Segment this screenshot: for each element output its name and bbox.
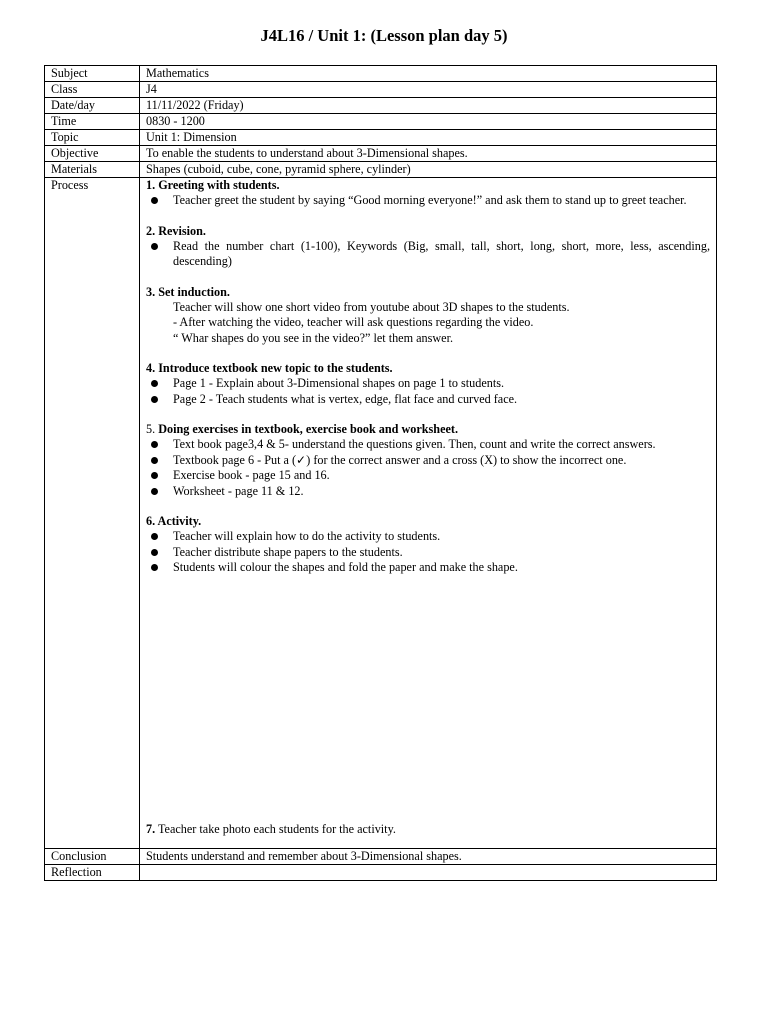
class-value: J4 xyxy=(140,82,717,98)
subject-label: Subject xyxy=(45,66,140,82)
list-item xyxy=(146,437,710,453)
class-label: Class xyxy=(45,82,140,98)
section-number: 7. xyxy=(146,822,156,836)
text-line: “ Whar shapes do you see in the video?” let them answer. xyxy=(173,330,453,345)
bullet-icon xyxy=(151,243,158,250)
bullet-list xyxy=(146,239,710,270)
table-row xyxy=(45,114,717,130)
materials-value: Shapes (cuboid, cube, cone, pyramid sphere, cylinder) xyxy=(140,162,717,178)
time-label: Time xyxy=(45,114,140,130)
section-heading: 4. Introduce textbook new topic to the students. xyxy=(146,361,393,375)
table-row xyxy=(45,865,717,881)
list-item-text: Textbook page 6 - Put a (✓) for the correct answer and a cross (X) to show the incorrect one. xyxy=(173,452,627,467)
list-item-text: Teacher will explain how to do the activity to students. xyxy=(173,529,441,543)
list-item xyxy=(146,484,710,500)
table-row xyxy=(45,146,717,162)
reflection-label: Reflection xyxy=(45,865,140,881)
list-item xyxy=(146,468,710,484)
subject-value: Mathematics xyxy=(140,66,717,82)
section-heading: 3. Set induction. xyxy=(146,284,230,299)
list-item xyxy=(146,560,710,576)
materials-label: Materials xyxy=(45,162,140,178)
page-title: J4L16 / Unit 1: (Lesson plan day 5) xyxy=(260,26,508,45)
list-item-text: Teacher distribute shape papers to the students. xyxy=(173,544,403,559)
list-item xyxy=(146,453,710,469)
bullet-icon xyxy=(151,533,158,540)
table-row xyxy=(45,82,717,98)
section-heading: 1. Greeting with students. xyxy=(146,178,280,192)
process-section-5 xyxy=(146,422,710,499)
bullet-list xyxy=(146,529,710,576)
list-item-text: Text book page3,4 & 5- understand the questions given. Then, count and write the correct answers. xyxy=(173,437,656,451)
list-item-text: Students will colour the shapes and fold the paper and make the shape. xyxy=(173,560,518,574)
text-line: - After watching the video, teacher will ask questions regarding the video. xyxy=(173,315,534,329)
list-item xyxy=(146,376,710,392)
conclusion-label: Conclusion xyxy=(45,849,140,865)
process-section-3 xyxy=(146,285,710,347)
time-value: 0830 - 1200 xyxy=(140,114,717,130)
table-row xyxy=(45,66,717,82)
table-row xyxy=(45,130,717,146)
process-content xyxy=(140,178,717,849)
list-item-text: Read the number chart (1-100), Keywords (Big, small, tall, short, long, short, more, less, ascending, descending) xyxy=(173,238,710,268)
objective-label: Objective xyxy=(45,146,140,162)
table-row xyxy=(45,98,717,114)
table-row xyxy=(45,849,717,865)
list-item-text: Page 1 - Explain about 3-Dimensional shapes on page 1 to students. xyxy=(173,376,505,390)
process-section-1 xyxy=(146,178,710,209)
bullet-icon xyxy=(151,549,158,556)
bullet-icon xyxy=(151,441,158,448)
bullet-icon xyxy=(151,380,158,387)
topic-label: Topic xyxy=(45,130,140,146)
date-value: 11/11/2022 (Friday) xyxy=(140,98,717,114)
list-item xyxy=(146,392,710,408)
list-item xyxy=(146,545,710,561)
date-label: Date/day xyxy=(45,98,140,114)
table-row xyxy=(45,178,717,849)
text-line: Teacher will show one short video from youtube about 3D shapes to the students. xyxy=(173,299,570,314)
table-row xyxy=(45,162,717,178)
topic-value: Unit 1: Dimension xyxy=(140,130,717,146)
bullet-icon xyxy=(151,564,158,571)
reflection-value xyxy=(140,865,717,881)
section-heading xyxy=(146,422,710,437)
bullet-icon xyxy=(151,457,158,464)
list-item-text: Teacher greet the student by saying “Good morning everyone!” and ask them to stand up to greet teacher. xyxy=(173,193,687,207)
section-heading: 2. Revision. xyxy=(146,223,206,238)
process-section-7 xyxy=(146,822,396,837)
list-item-text: Worksheet - page 11 & 12. xyxy=(173,483,304,498)
list-item xyxy=(146,529,710,545)
bullet-icon xyxy=(151,488,158,495)
bullet-list xyxy=(146,437,710,499)
bullet-list xyxy=(146,193,710,209)
bullet-icon xyxy=(151,396,158,403)
process-section-4 xyxy=(146,361,710,407)
bullet-icon xyxy=(151,472,158,479)
section-number: 5. xyxy=(146,422,156,436)
section-number-wrap xyxy=(146,822,155,836)
section-title: Doing exercises in textbook, exercise book and worksheet. xyxy=(158,422,459,436)
list-item-text: Exercise book - page 15 and 16. xyxy=(173,468,330,482)
section-heading: 6. Activity. xyxy=(146,514,202,528)
lesson-plan-table xyxy=(44,65,717,881)
process-label: Process xyxy=(45,178,140,849)
section-text: Teacher take photo each students for the activity. xyxy=(157,822,396,836)
bullet-list xyxy=(146,376,710,407)
list-item-text: Page 2 - Teach students what is vertex, edge, flat face and curved face. xyxy=(173,391,518,406)
list-item xyxy=(146,193,710,209)
conclusion-value: Students understand and remember about 3-Dimensional shapes. xyxy=(140,849,717,865)
process-section-6 xyxy=(146,514,710,576)
bullet-icon xyxy=(151,197,158,204)
list-item xyxy=(146,239,710,270)
objective-value: To enable the students to understand about 3-Dimensional shapes. xyxy=(140,146,717,162)
process-section-2 xyxy=(146,224,710,270)
